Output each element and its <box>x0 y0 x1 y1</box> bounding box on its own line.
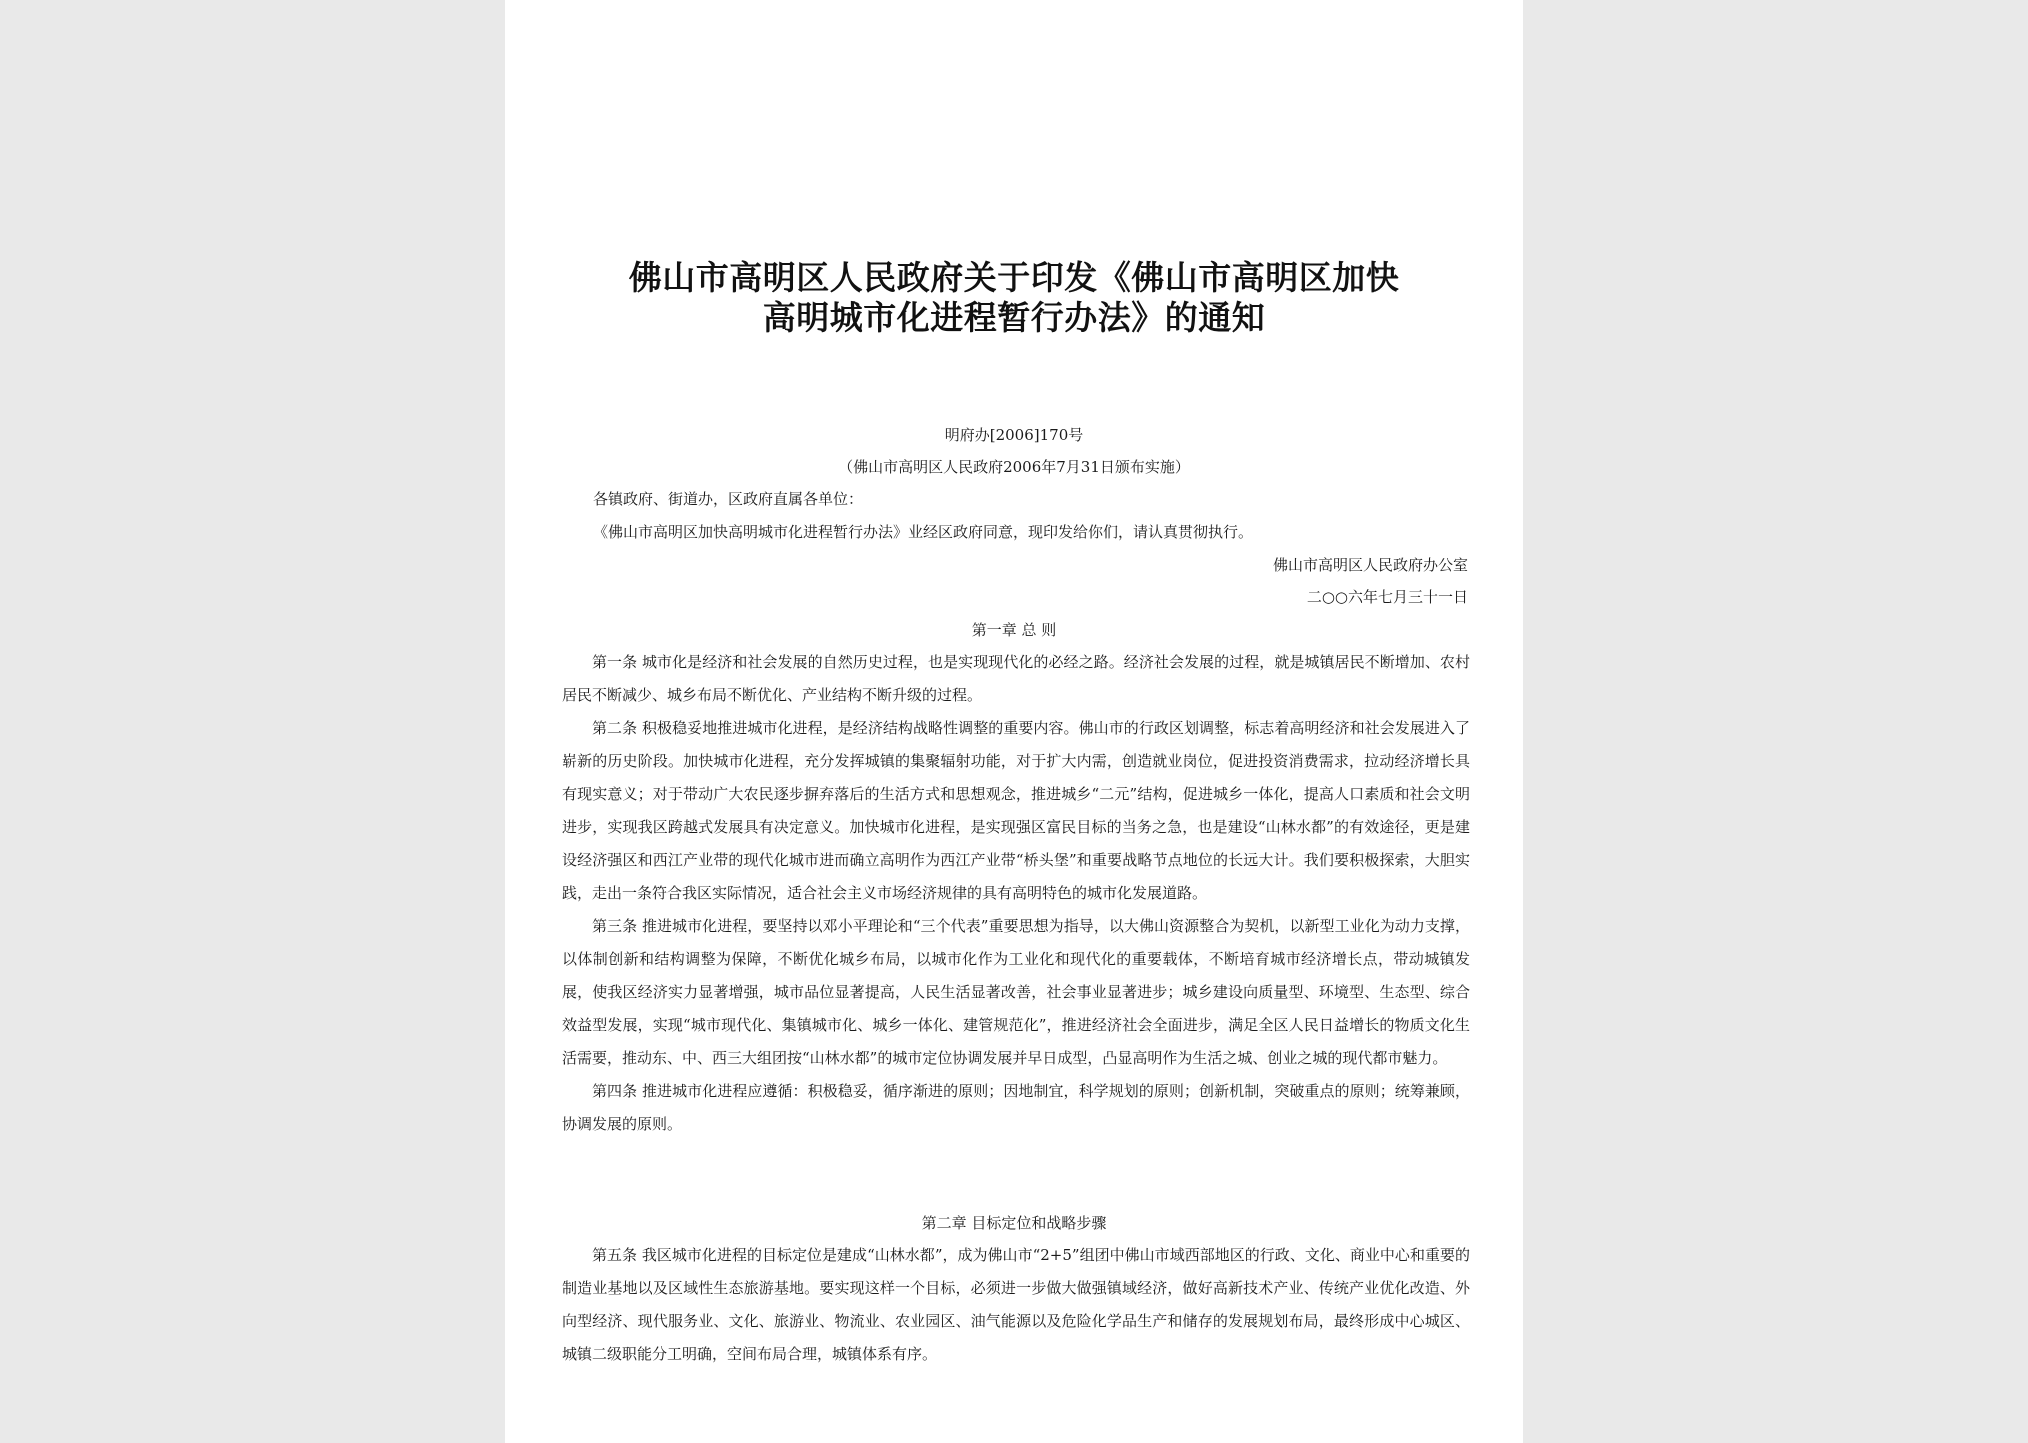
salutation: 各镇政府、街道办，区政府直属各单位： <box>593 490 864 508</box>
article-2: 第二条 积极稳妥地推进城市化进程，是经济结构战略性调整的重要内容。佛山市的行政区划调整，标志着高明经济和社会发展进入了崭新的历史阶段。加快城市化进程，充分发挥城镇的集聚辐射功能，对于扩大内需，创造就业岗位，促进投资消费需求，拉动经济增长具有现实意义；对于带动广大农民逐步摒弃落后的生活方式和思想观念，推进城乡“二元”结构，促进城乡一体化，提高人口素质和社会文明进步，实现我区跨越式发展具有决定意义。加快城市化进程，是实现强区富民目标的当务之急，也是建设“山林水都”的有效途径，更是建设经济强区和西江产业带的现代化城市进而确立高明作为西江产业带“桥头堡”和重要战略节点地位的长远大计。我们要积极探索，大胆实践，走出一条符合我区实际情况，适合社会主义市场经济规律的具有高明特色的城市化发展道路。 <box>562 719 1470 902</box>
promulgation-note: （佛山市高明区人民政府2006年7月31日颁布实施） <box>838 458 1190 476</box>
chapter-1-body <box>562 646 1470 1141</box>
document-number: 明府办[2006]170号 <box>944 426 1084 444</box>
document-title <box>545 258 1483 338</box>
article-3: 第三条 推进城市化进程，要坚持以邓小平理论和“三个代表”重要思想为指导，以大佛山资源整合为契机，以新型工业化为动力支撑，以体制创新和结构调整为保障，不断优化城乡布局，以城市化作为工业化和现代化的重要载体，不断培育城市经济增长点，带动城镇发展，使我区经济实力显著增强，城市品位显著提高，人民生活显著改善，社会事业显著进步；城乡建设向质量型、环境型、生态型、综合效益型发展，实现“城市现代化、集镇城市化、城乡一体化、建管规范化”，推进经济社会全面进步，满足全区人民日益增长的物质文化生活需要，推动东、中、西三大组团按“山林水都”的城市定位协调发展并早日成型，凸显高明作为生活之城、创业之城的现代都市魅力。 <box>562 917 1470 1067</box>
title-line-1: 佛山市高明区人民政府关于印发《佛山市高明区加快 <box>628 258 1400 297</box>
issue-date: 二○○六年七月三十一日 <box>1306 588 1468 606</box>
article-4: 第四条 推进城市化进程应遵循：积极稳妥，循序渐进的原则；因地制宜，科学规划的原则；创新机制，突破重点的原则；统筹兼顾，协调发展的原则。 <box>562 1082 1470 1133</box>
intro-paragraph: 《佛山市高明区加快高明城市化进程暂行办法》业经区政府同意，现印发给你们，请认真贯彻执行。 <box>593 523 1254 541</box>
article-1: 第一条 城市化是经济和社会发展的自然历史过程，也是实现现代化的必经之路。经济社会发展的过程，就是城镇居民不断增加、农村居民不断减少、城乡布局不断优化、产业结构不断升级的过程。 <box>562 653 1470 704</box>
document-page <box>505 0 1523 1443</box>
chapter-1-heading: 第一章 总 则 <box>971 621 1057 639</box>
title-line-2: 高明城市化进程暂行办法》的通知 <box>762 298 1266 337</box>
chapter-2-body <box>562 1239 1470 1371</box>
chapter-2-heading: 第二章 目标定位和战略步骤 <box>921 1214 1107 1232</box>
issuer: 佛山市高明区人民政府办公室 <box>1272 556 1468 574</box>
article-5: 第五条 我区城市化进程的目标定位是建成“山林水都”，成为佛山市“2+5”组团中佛山市域西部地区的行政、文化、商业中心和重要的制造业基地以及区域性生态旅游基地。要实现这样一个目标，必须进一步做大做强镇域经济，做好高新技术产业、传统产业优化改造、外向型经济、现代服务业、文化、旅游业、物流业、农业园区、油气能源以及危险化学品生产和储存的发展规划布局，最终形成中心城区、城镇二级职能分工明确，空间布局合理，城镇体系有序。 <box>562 1246 1470 1363</box>
